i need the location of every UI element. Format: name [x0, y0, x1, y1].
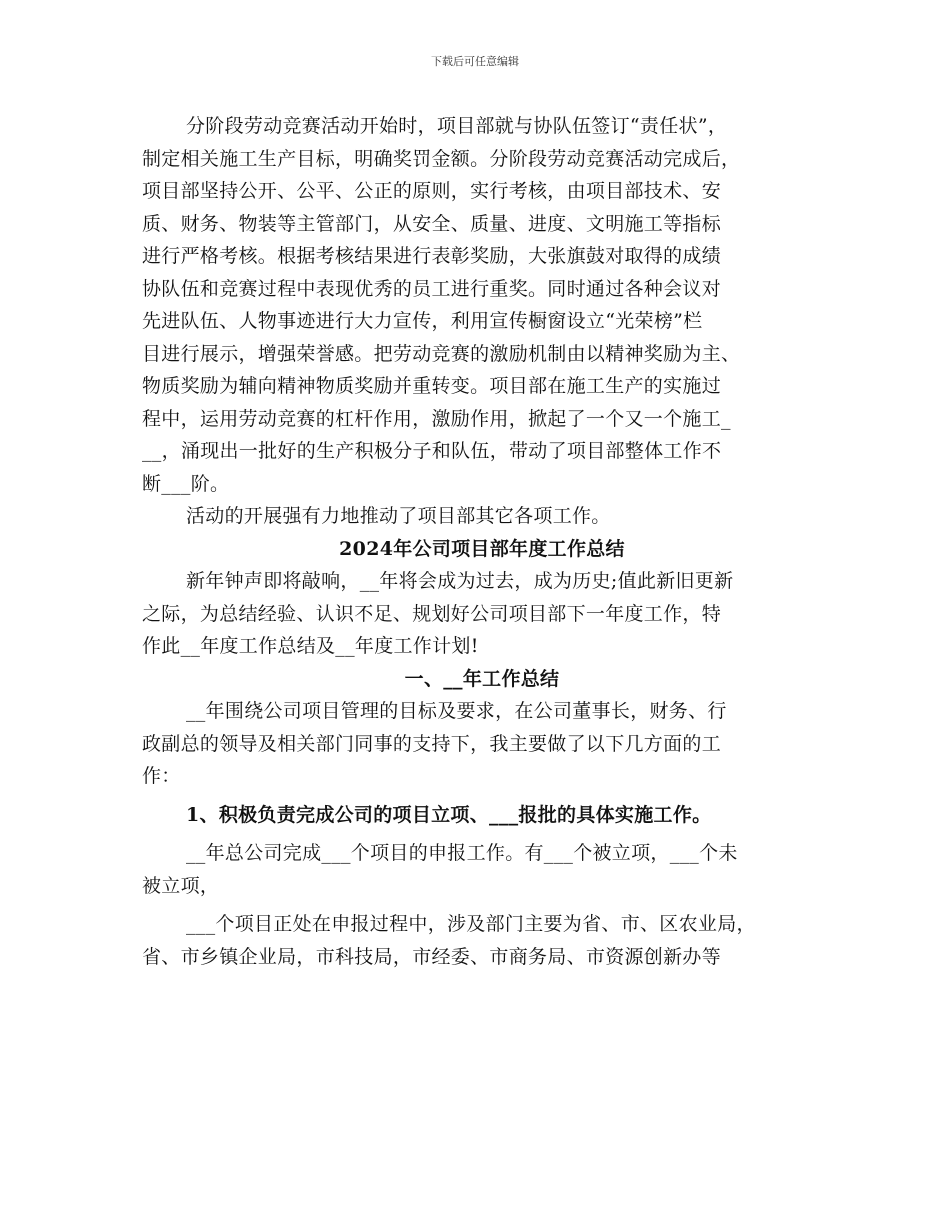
- text-line: __，涌现出一批好的生产积极分子和队伍，带动了项目部整体工作不: [142, 440, 722, 462]
- item-heading: 1、积极负责完成公司的项目立项、___报批的具体实施工作。: [186, 803, 712, 826]
- paragraph-activity-summary: 活动的开展强有力地推动了项目部其它各项工作。: [186, 505, 611, 527]
- section-paragraph: [142, 695, 822, 793]
- text-line: __年围绕公司项目管理的目标及要求，在公司董事长，财务、行: [186, 700, 727, 722]
- item-paragraph: [142, 908, 822, 973]
- text-line: 作此__年度工作总结及__年度工作计划!: [142, 635, 479, 657]
- page-header: 下载后可任意编辑: [431, 55, 519, 68]
- text-line: 被立项，: [142, 874, 220, 897]
- text-line: 制定相关施工生产目标，明确奖罚金额。分阶段劳动竞赛活动完成后，: [142, 147, 741, 170]
- text-line: 目进行展示，增强荣誉感。把劳动竞赛的激励机制由以精神奖励为主、: [142, 342, 741, 365]
- text-line: 先进队伍、人物事迹进行大力宣传，利用宣传橱窗设立“光荣榜”栏: [142, 310, 703, 332]
- text-line: 省、市乡镇企业局，市科技局，市经委、市商务局、市资源创新办等: [142, 945, 722, 968]
- text-line: 进行严格考核。根据考核结果进行表彰奖励，大张旗鼓对取得的成绩: [142, 245, 722, 267]
- text-line: 项目部坚持公开、公平、公正的原则，实行考核，由项目部技术、安: [142, 180, 722, 202]
- text-line: 断___阶。: [142, 472, 230, 495]
- text-line: 新年钟声即将敲响，__年将会成为过去，成为历史;值此新旧更新: [186, 570, 734, 592]
- text-line: 质、财务、物装等主管部门，从安全、质量、进度、文明施工等指标: [142, 212, 722, 235]
- text-line: ___个项目正处在申报过程中，涉及部门主要为省、市、区农业局，: [186, 913, 756, 935]
- text-line: 作：: [142, 765, 181, 787]
- document-body: [142, 110, 822, 973]
- section-heading: 一、__年工作总结: [404, 667, 560, 690]
- text-line: 物质奖励为辅向精神物质奖励并重转变。项目部在施工生产的实施过: [142, 375, 722, 397]
- text-line: 协队伍和竞赛过程中表现优秀的员工进行重奖。同时通过各种会议对: [142, 277, 722, 300]
- text-line: 分阶段劳动竞赛活动开始时，项目部就与协队伍签订“责任状”，: [186, 115, 728, 137]
- text-line: 程中，运用劳动竞赛的杠杆作用，激励作用，掀起了一个又一个施工_: [142, 407, 731, 430]
- text-line: 之际，为总结经验、认识不足、规划好公司项目部下一年度工作，特: [142, 602, 722, 625]
- item-paragraph: [142, 837, 822, 902]
- paragraph-labor-competition: [142, 110, 822, 500]
- text-line: __年总公司完成___个项目的申报工作。有___个被立项，___个未: [186, 842, 738, 864]
- document-title: 2024年公司项目部年度工作总结: [339, 537, 625, 560]
- intro-paragraph: [142, 565, 822, 663]
- text-line: 政副总的领导及相关部门同事的支持下，我主要做了以下几方面的工: [142, 732, 722, 755]
